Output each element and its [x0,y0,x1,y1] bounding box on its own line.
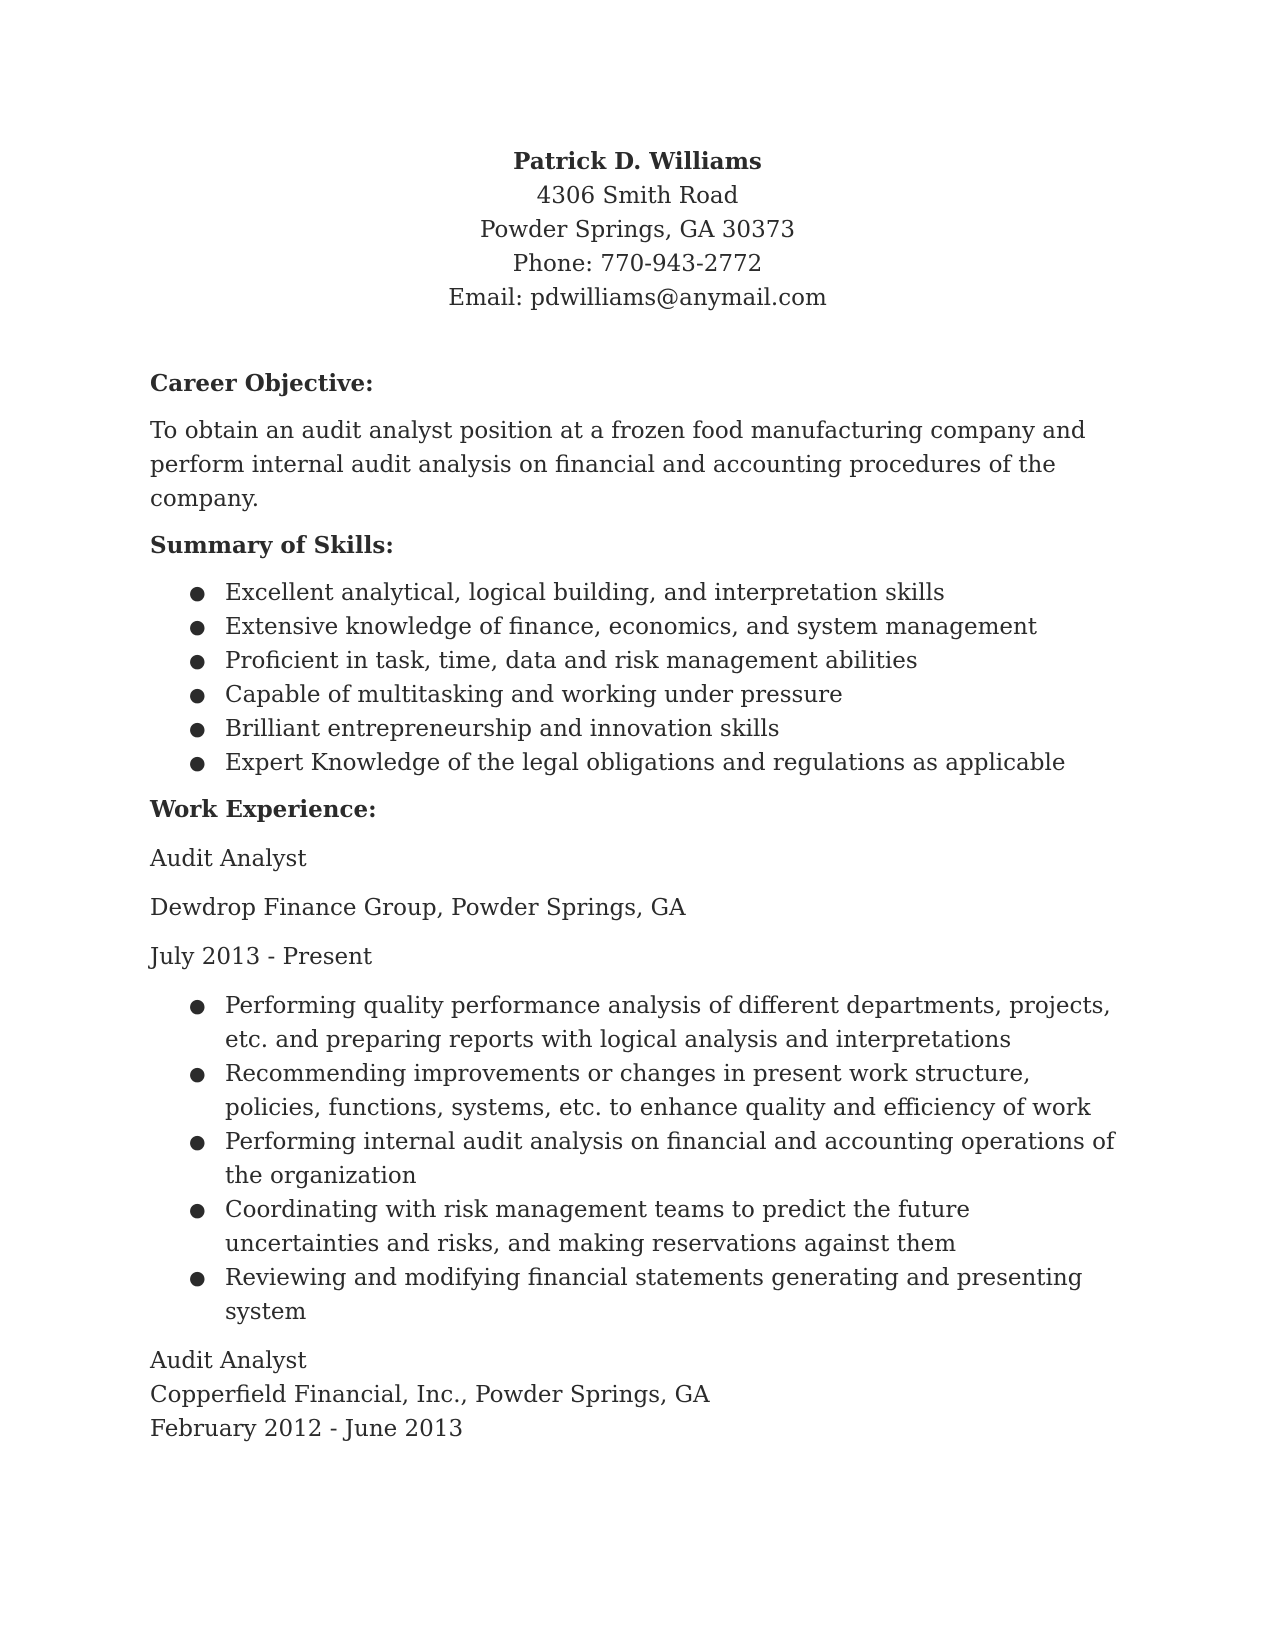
bullet-icon: ● [189,752,206,774]
list-item: ● Expert Knowledge of the legal obligations and regulations as applicable [150,746,1125,780]
career-objective-text [150,414,1125,516]
bullet-icon: ● [189,1267,206,1289]
list-item: ● Proficient in task, time, data and risk management abilities [150,644,1125,678]
skills-heading: Summary of Skills: [150,532,394,559]
candidate-name: Patrick D. Williams [513,148,762,175]
address-line-1: 4306 Smith Road [536,183,739,209]
career-objective-line: To obtain an audit analyst position at a frozen food manufacturing company and [150,418,1086,444]
bullet-icon: ● [189,1131,206,1153]
bullet-icon: ● [189,582,206,604]
list-item: ● Performing internal audit analysis on financial and accounting operations of the organization [150,1125,1125,1193]
list-item: ● Extensive knowledge of finance, economics, and system management [150,610,1125,644]
list-item: ● Reviewing and modifying financial statements generating and presenting system [150,1261,1125,1329]
career-objective-line: perform internal audit analysis on financial and accounting procedures of the company. [150,452,1056,512]
resume-page [150,145,1125,1446]
phone-line: Phone: 770-943-2772 [512,251,763,277]
skills-list [150,576,1125,780]
list-item: ● Excellent analytical, logical building, and interpretation skills [150,576,1125,610]
address-line-2: Powder Springs, GA 30373 [480,217,795,243]
bullet-icon: ● [189,1063,206,1085]
list-item: ● Performing quality performance analysis of different departments, projects, etc. and preparing reports with logical analysis and interpretations [150,989,1125,1057]
job2-company: Copperfield Financial, Inc., Powder Springs, GA [150,1382,710,1408]
career-objective-heading: Career Objective: [150,370,374,397]
job1-position: Audit Analyst [150,846,307,872]
list-item: ● Capable of multitasking and working under pressure [150,678,1125,712]
job1-duties-list [150,989,1125,1329]
list-item: ● Coordinating with risk management teams to predict the future uncertainties and risks, and making reservations against them [150,1193,1125,1261]
bullet-icon: ● [189,650,206,672]
job1-company: Dewdrop Finance Group, Powder Springs, GA [150,895,686,921]
bullet-icon: ● [189,684,206,706]
job2-dates: February 2012 - June 2013 [150,1416,464,1442]
email-line: Email: pdwilliams@anymail.com [448,285,827,311]
resume-header [0,145,1275,315]
bullet-icon: ● [189,995,206,1017]
work-experience-heading: Work Experience: [150,796,377,823]
job1-dates: July 2013 - Present [150,944,373,970]
bullet-icon: ● [189,1199,206,1221]
bullet-icon: ● [189,616,206,638]
list-item: ● Recommending improvements or changes in present work structure, policies, functions, systems, etc. to enhance quality and efficiency of work [150,1057,1125,1125]
bullet-icon: ● [189,718,206,740]
list-item: ● Brilliant entrepreneurship and innovation skills [150,712,1125,746]
job2-position: Audit Analyst [150,1348,307,1374]
